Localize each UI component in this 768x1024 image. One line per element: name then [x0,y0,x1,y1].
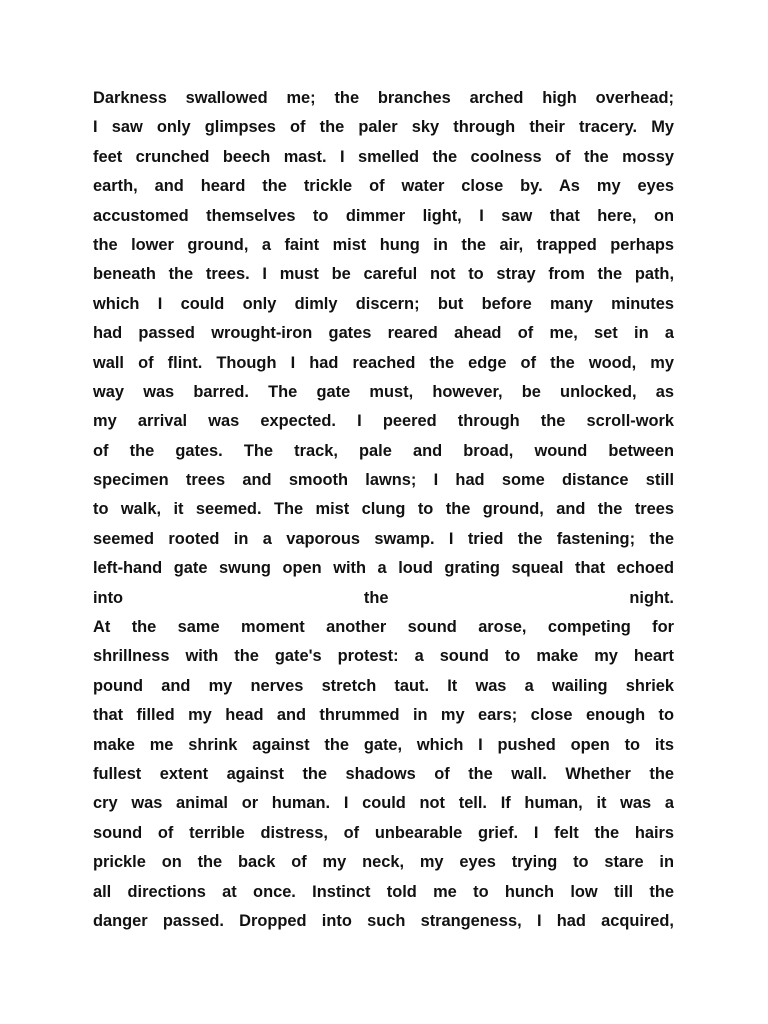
text-line: had passed wrought-iron gates reared ahead of me, set in a [93,324,674,343]
text-line: specimen trees and smooth lawns; I had some distance still [93,471,674,490]
text-line: At the same moment another sound arose, competing for [93,618,674,637]
text-line: feet crunched beech mast. I smelled the coolness of the mossy [93,147,674,166]
text-line: prickle on the back of my neck, my eyes trying to stare in [93,853,674,872]
text-line: left-hand gate swung open with a loud grating squeal that echoed [93,559,674,578]
text-line: wall of flint. Though I had reached the edge of the wood, my [93,353,674,372]
text-line: to walk, it seemed. The mist clung to the ground, and the trees [93,500,674,519]
text-line: beneath the trees. I must be careful not to stray from the path, [93,265,674,284]
text-line: earth, and heard the trickle of water close by. As my eyes [93,177,674,196]
text-line: accustomed themselves to dimmer light, I saw that here, on [93,206,674,225]
text-line: way was barred. The gate must, however, be unlocked, as [93,382,674,401]
text-line: which I could only dimly discern; but before many minutes [93,294,674,313]
text-line: sound of terrible distress, of unbearable grief. I felt the hairs [93,823,674,842]
text-line: shrillness with the gate's protest: a sound to make my heart [93,647,674,666]
text-line: Darkness swallowed me; the branches arched high overhead; [93,89,674,107]
body-text [93,84,674,936]
text-line: that filled my head and thrummed in my ears; close enough to [93,706,674,725]
text-line: all directions at once. Instinct told me to hunch low till the [93,882,674,901]
text-line: cry was animal or human. I could not tell. If human, it was a [93,794,674,813]
text-line: of the gates. The track, pale and broad, wound between [93,441,674,460]
text-line: into the night. [93,588,674,607]
text-line: the lower ground, a faint mist hung in the air, trapped perhaps [93,235,674,254]
text-line: fullest extent against the shadows of the wall. Whether the [93,764,674,783]
text-line: pound and my nerves stretch taut. It was a wailing shriek [93,676,674,695]
text-line: seemed rooted in a vaporous swamp. I tried the fastening; the [93,529,674,548]
text-line: my arrival was expected. I peered through the scroll-work [93,412,674,431]
text-line: make me shrink against the gate, which I pushed open to its [93,735,674,754]
text-line: I saw only glimpses of the paler sky through their tracery. My [93,118,674,137]
text-line: danger passed. Dropped into such strangeness, I had acquired, [93,911,674,930]
